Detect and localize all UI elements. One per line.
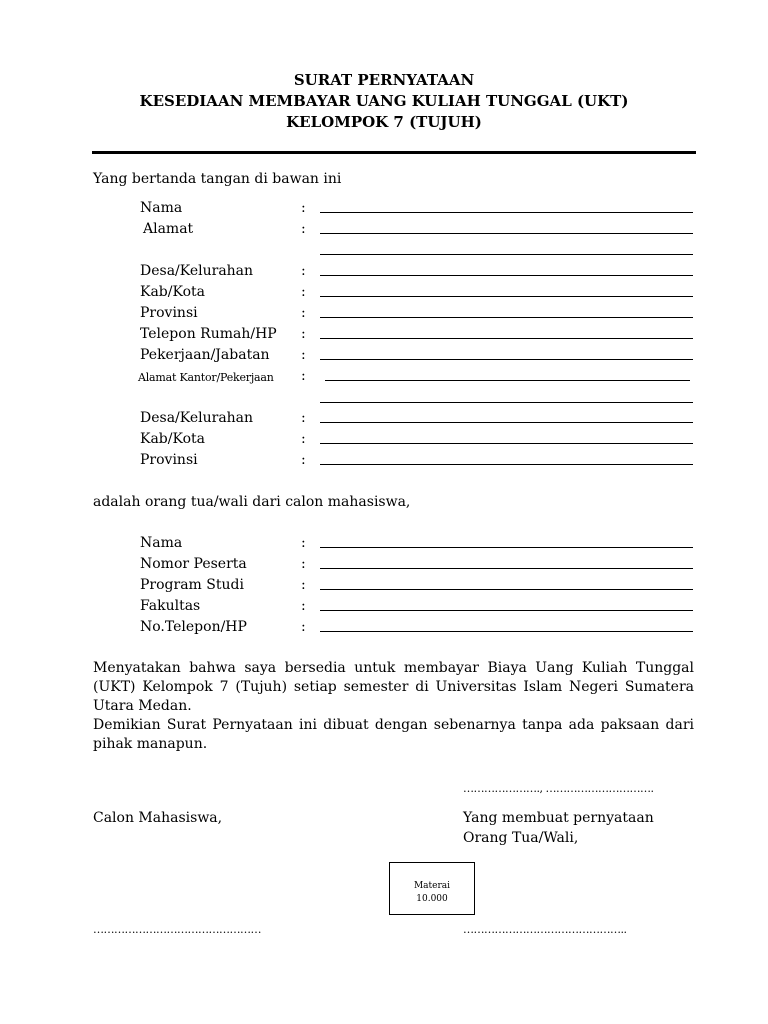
parent-field-input-line[interactable] — [320, 233, 693, 234]
parent-field-label: Kab/Kota — [140, 431, 205, 447]
parent-field-row — [0, 304, 768, 324]
parent-field-input-line[interactable] — [320, 359, 693, 360]
parent-field-colon: : — [301, 263, 306, 279]
parent-field-colon: : — [301, 452, 306, 468]
parent-field-label: Telepon Rumah/HP — [140, 326, 277, 342]
document-subtitle: KESEDIAAN MEMBAYAR UANG KULIAH TUNGGAL (UKT) — [139, 92, 629, 110]
parent-field-input-line[interactable] — [320, 317, 693, 318]
document-title: SURAT PERNYATAAN — [293, 71, 475, 89]
student-field-colon: : — [301, 535, 306, 551]
student-field-row — [0, 576, 768, 596]
parent-field-input-line[interactable] — [320, 254, 693, 255]
relation-text: adalah orang tua/wali dari calon mahasiswa, — [93, 494, 411, 510]
parent-field-input-line[interactable] — [320, 275, 693, 276]
parent-field-colon: : — [301, 221, 306, 237]
parent-field-row — [0, 430, 768, 450]
parent-field-label: Alamat — [143, 221, 194, 237]
student-field-row — [0, 534, 768, 554]
student-field-row — [0, 555, 768, 575]
parent-field-input-line[interactable] — [320, 464, 693, 465]
parent-field-input-line[interactable] — [320, 422, 693, 423]
intro-text: Yang bertanda tangan di bawan ini — [93, 171, 342, 187]
parent-field-row — [0, 451, 768, 471]
parent-field-colon: : — [301, 431, 306, 447]
parent-field-row — [0, 346, 768, 366]
parent-field-row — [0, 367, 768, 387]
parent-field-row — [0, 283, 768, 303]
parent-field-input-line[interactable] — [320, 443, 693, 444]
student-signature-label: Calon Mahasiswa, — [93, 810, 223, 826]
parent-field-colon: : — [301, 347, 306, 363]
header-divider — [92, 151, 696, 154]
parent-field-row — [0, 325, 768, 345]
parent-field-label: Kab/Kota — [140, 284, 205, 300]
student-field-colon: : — [301, 577, 306, 593]
parent-field-colon: : — [301, 305, 306, 321]
parent-field-row — [0, 262, 768, 282]
parent-field-label: Pekerjaan/Jabatan — [140, 347, 270, 363]
student-field-input-line[interactable] — [320, 547, 693, 548]
parent-signature-label: Yang membuat pernyataan — [463, 810, 654, 826]
parent-field-input-line[interactable] — [320, 212, 693, 213]
student-field-label: No.Telepon/HP — [140, 619, 247, 635]
parent-field-input-line[interactable] — [320, 338, 693, 339]
parent-field-input-line[interactable] — [320, 402, 693, 403]
parent-field-label: Desa/Kelurahan — [140, 410, 254, 426]
student-field-colon: : — [301, 619, 306, 635]
parent-field-row — [0, 199, 768, 219]
place-date-line: …………………., …………………………. — [463, 782, 654, 795]
parent-field-label: Desa/Kelurahan — [140, 263, 254, 279]
parent-field-colon: : — [301, 368, 306, 384]
stamp-box — [389, 862, 475, 915]
document-group: KELOMPOK 7 (TUJUH) — [286, 113, 482, 131]
student-field-row — [0, 618, 768, 638]
student-field-row — [0, 597, 768, 617]
parent-field-row — [0, 220, 768, 240]
parent-signature-line: ……………………………………….. — [463, 923, 627, 936]
student-field-label: Program Studi — [140, 577, 244, 593]
student-field-input-line[interactable] — [320, 631, 693, 632]
stamp-label: Materai — [413, 881, 451, 891]
parent-field-input-line[interactable] — [320, 296, 693, 297]
student-field-colon: : — [301, 598, 306, 614]
student-field-input-line[interactable] — [320, 610, 693, 611]
parent-signature-role: Orang Tua/Wali, — [463, 830, 579, 846]
student-field-colon: : — [301, 556, 306, 572]
parent-field-colon: : — [301, 410, 306, 426]
parent-field-colon: : — [301, 326, 306, 342]
parent-field-row — [0, 241, 768, 261]
parent-field-colon: : — [301, 284, 306, 300]
stamp-value: 10.000 — [416, 894, 448, 904]
student-field-input-line[interactable] — [320, 589, 693, 590]
parent-field-colon: : — [301, 200, 306, 216]
parent-field-label: Provinsi — [140, 305, 198, 321]
parent-field-input-line[interactable] — [325, 380, 690, 381]
student-signature-line: ………………………………………… — [93, 923, 261, 936]
student-field-input-line[interactable] — [320, 568, 693, 569]
parent-field-label: Alamat Kantor/Pekerjaan — [138, 371, 274, 384]
parent-field-row — [0, 389, 768, 409]
parent-field-label: Provinsi — [140, 452, 198, 468]
student-field-label: Nama — [140, 535, 183, 551]
parent-field-row — [0, 409, 768, 429]
statement-paragraph: Menyatakan bahwa saya bersedia untuk membayar Biaya Uang Kuliah Tunggal (UKT) Kelompok 7 (Tujuh) setiap semester di Universitas Islam Negeri Sumatera Utara Medan. — [93, 660, 694, 714]
parent-field-label: Nama — [140, 200, 183, 216]
student-field-label: Nomor Peserta — [140, 556, 247, 572]
student-field-label: Fakultas — [140, 598, 201, 614]
closing-paragraph: Demikian Surat Pernyataan ini dibuat dengan sebenarnya tanpa ada paksaan dari pihak manapun. — [93, 717, 694, 752]
